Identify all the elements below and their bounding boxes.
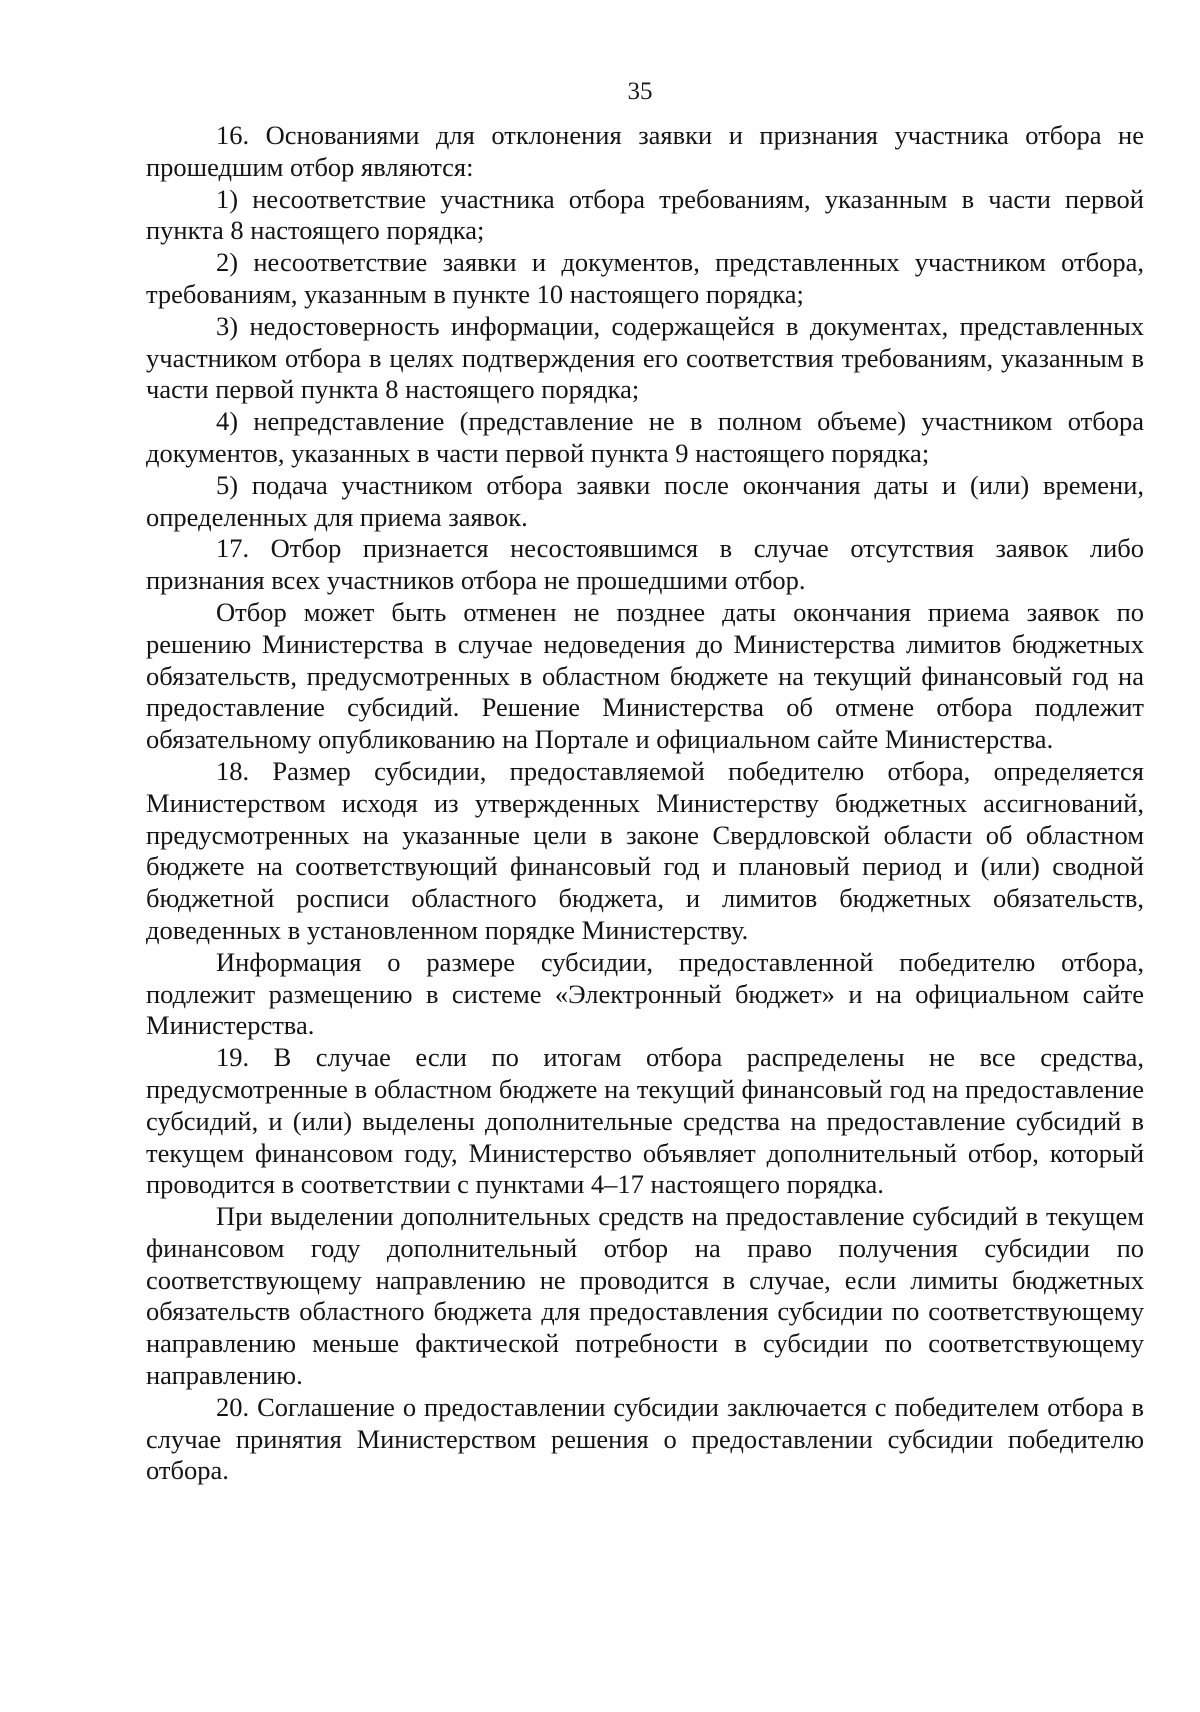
paragraph-16-item-2: 2) несоответствие заявки и документов, представленных участником отбора, требованиям, указанным в пункте 10 настоящего порядка; xyxy=(146,247,1144,309)
paragraph-19-part-2: При выделении дополнительных средств на предоставление субсидий в текущем финансовом году дополнительный отбор на право получения субсидии по соответствующему направлению не проводится в случае, если лимиты бюджетных обязательств областного бюджета для предоставления субсидии по соответствующему направлению меньше фактической потребности в субсидии по соответствующему направлению. xyxy=(146,1201,1144,1391)
paragraph-16-item-3: 3) недостоверность информации, содержащейся в документах, представленных участником отбора в целях подтверждения его соответствия требованиям, указанным в части первой пункта 8 настоящего порядка; xyxy=(146,310,1144,405)
paragraph-20: 20. Соглашение о предоставлении субсидии заключается с победителем отбора в случае принятия Министерством решения о предоставлении субсидии победителю отбора. xyxy=(146,1391,1144,1486)
paragraph-16-item-4: 4) непредставление (представление не в полном объеме) участником отбора документов, указанных в части первой пункта 9 настоящего порядка; xyxy=(146,406,1144,468)
paragraph-16: 16. Основаниями для отклонения заявки и признания участника отбора не прошедшим отбор являются: xyxy=(146,120,1144,182)
paragraph-19: 19. В случае если по итогам отбора распределены не все средства, предусмотренные в областном бюджете на текущий финансовый год на предоставление субсидий, и (или) выделены дополнительные средства на предоставление субсидий в текущем финансовом году, Министерство объявляет дополнительный отбор, который проводится в соответствии с пунктами 4–17 настоящего порядка. xyxy=(146,1042,1144,1200)
document-body xyxy=(146,120,1144,1487)
paragraph-17: 17. Отбор признается несостоявшимся в случае отсутствия заявок либо признания всех участников отбора не прошедшими отбор. xyxy=(146,533,1144,596)
page-number: 35 xyxy=(627,78,653,105)
paragraph-16-item-1: 1) несоответствие участника отбора требованиям, указанным в части первой пункта 8 настоящего порядка; xyxy=(146,183,1144,246)
paragraph-17-part-2: Отбор может быть отменен не позднее даты окончания приема заявок по решению Министерства в случае недоведения до Министерства лимитов бюджетных обязательств, предусмотренных в областном бюджете на текущий финансовый год на предоставление субсидий. Решение Министерства об отмене отбора подлежит обязательному опубликованию на Портале и официальном сайте Министерства. xyxy=(146,596,1144,755)
paragraph-16-item-5: 5) подача участником отбора заявки после окончания даты и (или) времени, определенных для приема заявок. xyxy=(146,469,1144,532)
paragraph-18: 18. Размер субсидии, предоставляемой победителю отбора, определяется Министерством исходя из утвержденных Министерству бюджетных ассигнований, предусмотренных на указанные цели в законе Свердловской области об областном бюджете на соответствующий финансовый год и плановый период и (или) сводной бюджетной росписи областного бюджета, и лимитов бюджетных обязательств, доведенных в установленном порядке Министерству. xyxy=(146,755,1144,945)
paragraph-18-part-2: Информация о размере субсидии, предоставленной победителю отбора, подлежит размещению в системе «Электронный бюджет» и на официальном сайте Министерства. xyxy=(146,946,1144,1041)
